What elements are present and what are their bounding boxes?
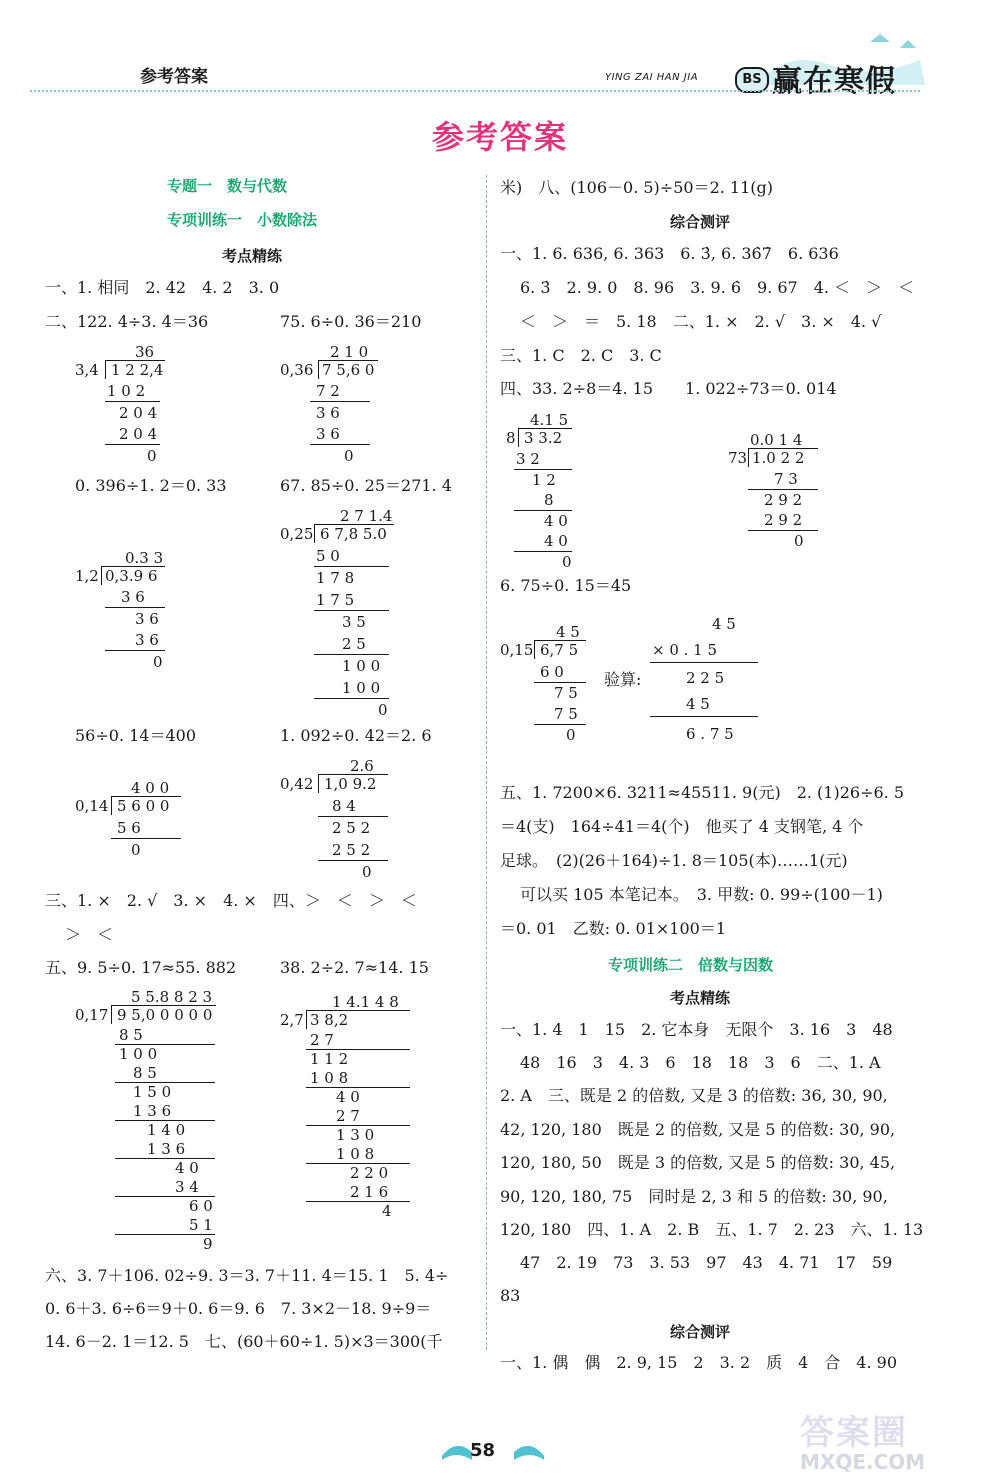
step: 2 1 6 <box>350 1183 389 1201</box>
step: 2 9 2 <box>764 491 803 509</box>
divisor: 0,14 <box>75 797 109 815</box>
answer-line: 五、9. 5÷0. 17≈55. 882 <box>45 958 237 977</box>
division-bracket <box>111 1006 112 1024</box>
page-title: 参考答案 <box>431 118 568 156</box>
step-rule <box>105 401 160 402</box>
division-bracket <box>534 641 535 659</box>
division-bracket <box>105 361 106 379</box>
answer-line: 三、1. × 2. √ 3. × 4. × 四、＞ ＜ ＞ ＜ <box>45 891 417 910</box>
page-header <box>0 0 1000 100</box>
remainder: 0 <box>378 701 388 719</box>
step: 1 1 2 <box>310 1050 349 1068</box>
answer-line: ＝4(支) 164÷41＝4(个) 他买了 4 支钢笔, 4 个 <box>500 817 864 836</box>
step-rule <box>306 1201 410 1202</box>
quotient: 4 0 0 <box>131 779 170 797</box>
review2-heading: 综合测评 <box>670 1323 731 1341</box>
answer-line: 48 16 3 4. 3 6 18 18 3 6 二、1. A <box>520 1053 881 1072</box>
division-bracket <box>306 1011 307 1029</box>
answer-line: 90, 120, 180, 75 同时是 2, 3 和 5 的倍数: 30, 90, <box>500 1187 888 1206</box>
step: 2 0 4 <box>119 425 158 443</box>
step: 4 0 <box>544 532 568 550</box>
step: 1 0 8 <box>336 1145 375 1163</box>
answer-line: 14. 6－2. 1＝12. 5 七、(60＋60÷1. 5)×3＝300(千 <box>45 1332 443 1351</box>
divisor: 1,2 <box>75 567 99 585</box>
quotient: 2 1 0 <box>330 343 369 361</box>
training-heading: 专项训练一 小数除法 <box>167 211 318 229</box>
step: 6 0 <box>189 1197 213 1215</box>
remainder: 0 <box>344 447 354 465</box>
division-bracket <box>518 429 519 447</box>
answer-line: 42, 120, 180 既是 2 的倍数, 又是 5 的倍数: 30, 90, <box>500 1120 896 1139</box>
step: 5 1 <box>189 1216 213 1234</box>
step: 7 5 <box>554 705 578 723</box>
product-rule <box>650 662 758 663</box>
step: 3 6 <box>135 631 159 649</box>
answer-line: 2. A 三、既是 2 的倍数, 又是 3 的倍数: 36, 30, 90, <box>500 1086 888 1105</box>
step-rule <box>105 444 160 445</box>
step-rule <box>318 860 388 861</box>
quotient: 4.1 5 <box>530 411 569 429</box>
answer-line: 120, 180 四、1. A 2. B 五、1. 7 2. 23 六、1. 13 <box>500 1220 924 1239</box>
step: 3 2 <box>516 450 540 468</box>
divisor: 8 <box>506 429 516 447</box>
step: 8 4 <box>332 797 356 815</box>
answer-line: 一、1. 相同 2. 42 4. 2 3. 0 <box>45 278 280 297</box>
step-rule <box>105 607 165 608</box>
step: 1 0 0 <box>342 679 381 697</box>
dividend: 5 6 0 0 <box>117 797 170 815</box>
edition-badge: BS <box>735 67 769 93</box>
step: 1 7 8 <box>316 569 355 587</box>
step: 8 <box>544 491 554 509</box>
partial-product: 2 2 5 <box>686 669 725 687</box>
dividend: 7 5,6 0 <box>322 361 375 379</box>
step: 7 3 <box>774 470 798 488</box>
answer-line: 一、1. 4 1 15 2. 它本身 无限个 3. 16 3 48 <box>500 1020 893 1039</box>
quotient: 5 5.8 8 2 3 <box>131 988 213 1006</box>
divisor: 0,17 <box>75 1006 109 1024</box>
answer-line: 0. 396÷1. 2＝0. 33 <box>75 476 227 495</box>
step: 2 5 2 <box>332 841 371 859</box>
dividend: 1 2 2,4 <box>111 361 164 379</box>
watermark <box>800 1405 990 1474</box>
answer-line: 75. 6÷0. 36＝210 <box>280 312 422 331</box>
quotient: 2 7 1.4 <box>340 507 393 525</box>
remainder: 0 <box>794 532 804 550</box>
answer-line: 二、122. 4÷3. 4＝36 <box>45 312 209 331</box>
step: 4 0 <box>336 1088 360 1106</box>
step: 2 2 0 <box>350 1164 389 1182</box>
header-pinyin: YING ZAI HAN JIA <box>605 72 699 83</box>
step: 1 4 0 <box>147 1121 186 1139</box>
step: 1 0 0 <box>119 1045 158 1063</box>
product-rule <box>650 716 758 717</box>
remainder: 9 <box>203 1235 213 1253</box>
answer-line: 6. 3̇ 2. 9. 0 8. 96 3. 9. 6̇ 9. 67 4. ＜ ＞ ＜ <box>520 278 915 297</box>
answer-line: 一、1. 6. 636, 6. 363 6. 3̇, 6. 36̇7̇ 6. 636 <box>500 244 839 263</box>
quotient: 0.0 1 4 <box>750 431 803 449</box>
step: 8 5 <box>133 1064 157 1082</box>
dividend: 3 8,2 <box>310 1011 349 1029</box>
divisor: 2,7 <box>280 1011 304 1029</box>
review-heading: 综合测评 <box>670 213 731 231</box>
step-rule <box>310 444 370 445</box>
step-rule <box>534 724 586 725</box>
divisor: 0,36 <box>280 361 314 379</box>
remainder: 0 <box>153 653 163 671</box>
dividend: 6,7 5 <box>540 641 579 659</box>
multiplicand: 4 5 <box>712 615 736 633</box>
answer-line: 56÷0. 14＝400 <box>75 726 197 745</box>
division-bracket <box>314 525 315 543</box>
division-bracket <box>111 797 112 815</box>
quotient: 1 4.1 4 8 <box>332 993 399 1011</box>
remainder: 0 <box>147 447 157 465</box>
remainder: 0 <box>562 553 572 571</box>
answer-line: 足球。 (2)(26＋164)÷1. 8＝105(本)……1(元) <box>500 851 848 870</box>
watermark-logo: 答案圈 <box>800 1413 908 1453</box>
answer-line: 五、1. 7200×6. 3211≈45511. 9(元) 2. (1)26÷6. 5 <box>500 783 905 802</box>
step-rule <box>314 654 389 655</box>
answer-line: 一、1. 偶 偶 2. 9, 15 2 3. 2 质 4 合 4. 90 <box>500 1353 898 1372</box>
step-rule <box>310 401 370 402</box>
dividend: 6 7,8 5.0 <box>320 525 387 543</box>
step: 1 0 2 <box>107 382 146 400</box>
partial-product: 4 5 <box>686 695 710 713</box>
answer-line: 38. 2÷2. 7≈14. 15 <box>280 958 429 977</box>
divisor: 3,4 <box>75 361 99 379</box>
step: 8 5 <box>119 1026 143 1044</box>
divisor: 0,25 <box>280 525 314 543</box>
step: 5 0 <box>316 547 340 565</box>
dividend: 1.0 2 2 <box>752 449 805 467</box>
divisor: 0,42 <box>280 775 314 793</box>
divisor: 73 <box>728 449 748 467</box>
division-bracket <box>101 567 102 585</box>
step: 2 5 2 <box>332 819 371 837</box>
step: 2 5 <box>342 635 366 653</box>
step: 2 0 4 <box>119 404 158 422</box>
product: 6 . 7 5 <box>686 725 734 743</box>
step-rule <box>105 650 165 651</box>
step: 6 0 <box>540 663 564 681</box>
topic-heading: 专题一 数与代数 <box>167 177 288 195</box>
answer-line: 67. 85÷0. 25＝271. 4 <box>280 476 452 495</box>
step: 3 6 <box>316 425 340 443</box>
step-rule <box>115 1234 215 1235</box>
answer-line: ＝0. 01 乙数: 0. 01×100＝1 <box>500 919 727 938</box>
dividend: 9 5,0 0 0 0 0 <box>117 1006 213 1024</box>
step: 4 0 <box>544 512 568 530</box>
answer-line: ＞ ＜ <box>65 925 114 944</box>
answer-line: 六、3. 7＋106. 02÷9. 3＝3. 7＋11. 4＝15. 1 5. 4÷ <box>45 1266 449 1285</box>
header-divider <box>30 90 920 92</box>
step: 1 0 8 <box>310 1069 349 1087</box>
step-rule <box>748 530 818 531</box>
step: 4 0 <box>175 1159 199 1177</box>
answer-line: 83 <box>500 1286 521 1305</box>
step-rule <box>318 816 388 817</box>
step: 3 4 <box>175 1178 199 1196</box>
dividend: 0,3.9 6 <box>105 567 158 585</box>
answer-line: 可以买 105 本笔记本。 3. 甲数: 0. 99÷(100－1) <box>520 885 883 904</box>
step: 1 3 6 <box>133 1102 172 1120</box>
practice-heading: 考点精练 <box>222 247 283 265</box>
page-number: 58 <box>470 1440 496 1461</box>
step: 7 2 <box>316 382 340 400</box>
step: 2 7 <box>310 1031 334 1049</box>
remainder: 0 <box>362 863 372 881</box>
step: 3 6 <box>121 588 145 606</box>
step: 7 5 <box>554 684 578 702</box>
division-bracket <box>748 449 749 467</box>
step: 2 9 2 <box>764 511 803 529</box>
answer-line: 米) 八、(106－0. 5)÷50＝2. 11(g) <box>500 178 774 197</box>
step: 1 3 6 <box>147 1140 186 1158</box>
step-rule <box>314 698 389 699</box>
remainder: 4 <box>382 1202 392 1220</box>
answer-line: 三、1. C 2. C 3. C <box>500 346 662 365</box>
practice2-heading: 考点精练 <box>670 989 731 1007</box>
remainder: 0 <box>566 726 576 744</box>
step: 1 7 5 <box>316 591 355 609</box>
division-bracket <box>318 361 319 379</box>
dividend: 3 3.2 <box>524 429 563 447</box>
training2-heading: 专项训练二 倍数与因数 <box>608 956 774 974</box>
step-rule <box>115 1158 215 1159</box>
step: 2 7 <box>336 1107 360 1125</box>
answer-line: 1. 092÷0. 42＝2. 6 <box>280 726 432 745</box>
answer-line: 47 2. 19 73 3. 53 97 43 4. 71 17 59 <box>520 1253 893 1272</box>
division-bracket <box>318 775 319 793</box>
quotient: 2.6 <box>350 757 374 775</box>
step: 3 6 <box>135 610 159 628</box>
step-rule <box>111 838 181 839</box>
step-rule <box>314 610 389 611</box>
watermark-url: MXQE.COM <box>800 1450 926 1474</box>
dividend: 1,0 9.2 <box>324 775 377 793</box>
step-rule <box>314 566 389 567</box>
step: 3 5 <box>342 613 366 631</box>
step: 1 3 0 <box>336 1126 375 1144</box>
quotient: 36 <box>135 343 155 361</box>
quotient: 0.3 3 <box>125 549 164 567</box>
answer-line: 120, 180, 50 既是 3 的倍数, 又是 5 的倍数: 30, 45, <box>500 1153 896 1172</box>
step: 1 0 0 <box>342 657 381 675</box>
header-section-label: 参考答案 <box>140 67 208 87</box>
step: 1 2 <box>532 471 556 489</box>
brand-title: 赢在寒假 <box>772 64 896 99</box>
answer-line: 6. 75÷0. 15＝45 <box>500 576 632 595</box>
answer-line: 四、33. 2÷8＝4. 15 1. 022÷73＝0. 014 <box>500 379 837 398</box>
answer-line: 0. 6＋3. 6÷6＝9＋0. 6＝9. 6 7. 3×2－18. 9÷9＝ <box>45 1299 432 1318</box>
column-divider <box>486 175 487 1350</box>
check-label: 验算: <box>604 670 642 689</box>
step: 3 6 <box>316 404 340 422</box>
step: 1 5 0 <box>133 1083 172 1101</box>
step: 5 6 <box>117 819 141 837</box>
quotient: 4 5 <box>556 623 580 641</box>
remainder: 0 <box>131 841 141 859</box>
answer-line: ＜ ＞ ＝ 5. 18 二、1. × 2. √ 3. × 4. √ <box>520 312 882 331</box>
divisor: 0,15 <box>500 641 534 659</box>
multiplier: × 0 . 1 5 <box>652 641 718 659</box>
